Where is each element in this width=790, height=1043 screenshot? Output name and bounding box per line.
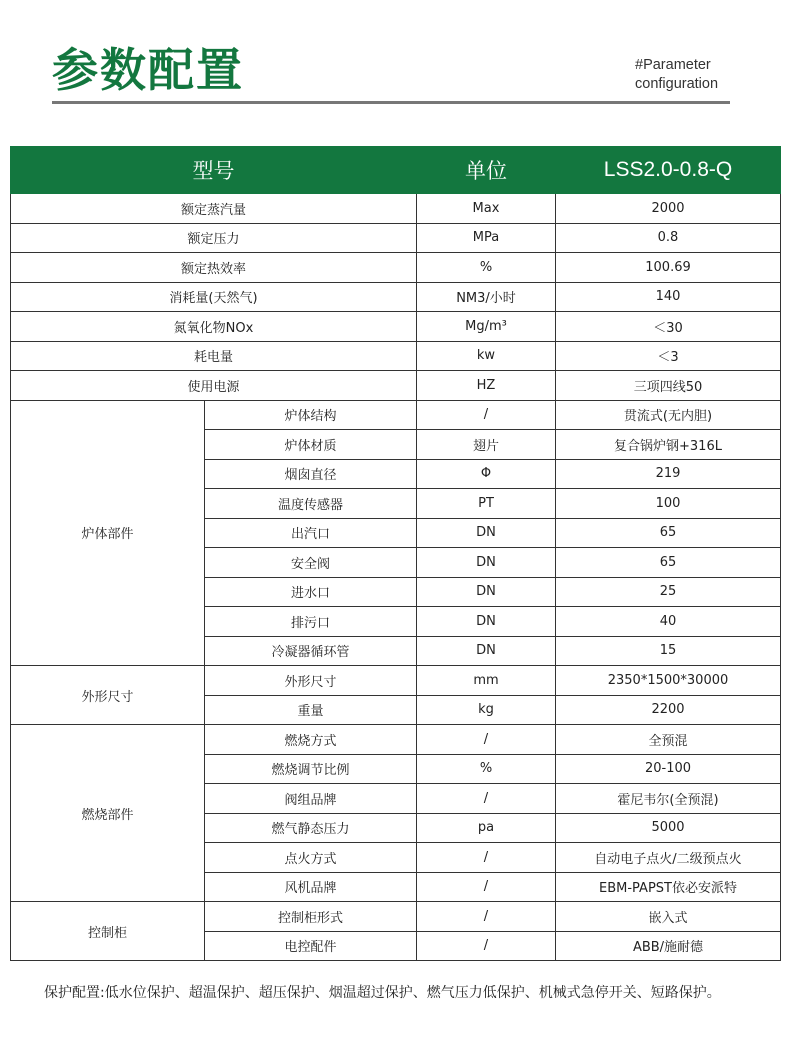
- table-row: [11, 725, 781, 755]
- param-cell: 电控配件: [205, 931, 417, 961]
- param-cell: 使用电源: [11, 371, 417, 401]
- header-model: 型号: [11, 147, 417, 194]
- param-cell: 控制柜形式: [205, 902, 417, 932]
- param-cell: 温度传感器: [205, 489, 417, 519]
- table-row: [11, 666, 781, 696]
- unit-cell: PT: [417, 489, 556, 519]
- value-cell: 25: [556, 577, 781, 607]
- table-header-row: [11, 147, 781, 194]
- page-subtitle: [635, 56, 718, 94]
- subtitle-line-1: #Parameter: [635, 57, 711, 73]
- unit-cell: /: [417, 400, 556, 430]
- unit-cell: /: [417, 931, 556, 961]
- param-cell: 重量: [205, 695, 417, 725]
- value-cell: EBM-PAPST依必安派特: [556, 872, 781, 902]
- unit-cell: 翅片: [417, 430, 556, 460]
- table-row: [11, 400, 781, 430]
- value-cell: 自动电子点火/二级预点火: [556, 843, 781, 873]
- param-cell: 安全阀: [205, 548, 417, 578]
- parameter-table: [10, 146, 781, 961]
- group-label-cell: 炉体部件: [11, 400, 205, 666]
- unit-cell: mm: [417, 666, 556, 696]
- param-cell: 耗电量: [11, 341, 417, 371]
- subtitle-line-2: configuration: [635, 76, 719, 92]
- unit-cell: /: [417, 784, 556, 814]
- param-cell: 冷凝器循环管: [205, 636, 417, 666]
- param-cell: 炉体结构: [205, 400, 417, 430]
- unit-cell: /: [417, 902, 556, 932]
- table-body: [11, 194, 781, 961]
- value-cell: ＜3: [556, 341, 781, 371]
- unit-cell: /: [417, 725, 556, 755]
- header-model-value: LSS2.0-0.8-Q: [556, 147, 781, 194]
- table-row: [11, 341, 781, 371]
- value-cell: 复合锅炉钢+316L: [556, 430, 781, 460]
- param-cell: 额定蒸汽量: [11, 194, 417, 224]
- value-cell: 0.8: [556, 223, 781, 253]
- unit-cell: DN: [417, 607, 556, 637]
- value-cell: 20-100: [556, 754, 781, 784]
- param-cell: 排污口: [205, 607, 417, 637]
- param-cell: 阀组品牌: [205, 784, 417, 814]
- param-cell: 外形尺寸: [205, 666, 417, 696]
- unit-cell: HZ: [417, 371, 556, 401]
- unit-cell: /: [417, 843, 556, 873]
- table-row: [11, 223, 781, 253]
- value-cell: 100.69: [556, 253, 781, 283]
- unit-cell: Φ: [417, 459, 556, 489]
- value-cell: 65: [556, 518, 781, 548]
- value-cell: 65: [556, 548, 781, 578]
- header-unit: 单位: [417, 147, 556, 194]
- param-cell: 额定压力: [11, 223, 417, 253]
- param-cell: 燃气静态压力: [205, 813, 417, 843]
- unit-cell: DN: [417, 518, 556, 548]
- unit-cell: kw: [417, 341, 556, 371]
- value-cell: 100: [556, 489, 781, 519]
- param-cell: 点火方式: [205, 843, 417, 873]
- unit-cell: NM3/小时: [417, 282, 556, 312]
- param-cell: 燃烧调节比例: [205, 754, 417, 784]
- value-cell: 2000: [556, 194, 781, 224]
- param-cell: 进水口: [205, 577, 417, 607]
- title-divider: [52, 101, 730, 104]
- unit-cell: %: [417, 754, 556, 784]
- value-cell: ＜30: [556, 312, 781, 342]
- unit-cell: MPa: [417, 223, 556, 253]
- param-cell: 额定热效率: [11, 253, 417, 283]
- table-row: [11, 282, 781, 312]
- value-cell: 三项四线50: [556, 371, 781, 401]
- unit-cell: kg: [417, 695, 556, 725]
- value-cell: ABB/施耐德: [556, 931, 781, 961]
- value-cell: 2350*1500*30000: [556, 666, 781, 696]
- unit-cell: pa: [417, 813, 556, 843]
- value-cell: 5000: [556, 813, 781, 843]
- value-cell: 嵌入式: [556, 902, 781, 932]
- table-row: [11, 253, 781, 283]
- value-cell: 15: [556, 636, 781, 666]
- value-cell: 2200: [556, 695, 781, 725]
- group-label-cell: 外形尺寸: [11, 666, 205, 725]
- table-row: [11, 194, 781, 224]
- param-cell: 出汽口: [205, 518, 417, 548]
- value-cell: 全预混: [556, 725, 781, 755]
- param-cell: 消耗量(天然气): [11, 282, 417, 312]
- value-cell: 贯流式(无内胆): [556, 400, 781, 430]
- param-cell: 燃烧方式: [205, 725, 417, 755]
- table-row: [11, 312, 781, 342]
- group-label-cell: 控制柜: [11, 902, 205, 961]
- unit-cell: DN: [417, 577, 556, 607]
- param-cell: 氮氧化物NOx: [11, 312, 417, 342]
- value-cell: 219: [556, 459, 781, 489]
- param-cell: 烟囱直径: [205, 459, 417, 489]
- value-cell: 140: [556, 282, 781, 312]
- param-cell: 风机品牌: [205, 872, 417, 902]
- unit-cell: %: [417, 253, 556, 283]
- unit-cell: DN: [417, 548, 556, 578]
- protection-note: 保护配置:低水位保护、超温保护、超压保护、烟温超过保护、燃气压力低保护、机械式急停开关、短路保护。: [44, 985, 721, 1001]
- value-cell: 霍尼韦尔(全预混): [556, 784, 781, 814]
- group-label-cell: 燃烧部件: [11, 725, 205, 902]
- unit-cell: Mg/m³: [417, 312, 556, 342]
- unit-cell: DN: [417, 636, 556, 666]
- table-row: [11, 371, 781, 401]
- unit-cell: /: [417, 872, 556, 902]
- table-row: [11, 902, 781, 932]
- param-cell: 炉体材质: [205, 430, 417, 460]
- page-title: 参数配置: [52, 43, 244, 97]
- unit-cell: Max: [417, 194, 556, 224]
- value-cell: 40: [556, 607, 781, 637]
